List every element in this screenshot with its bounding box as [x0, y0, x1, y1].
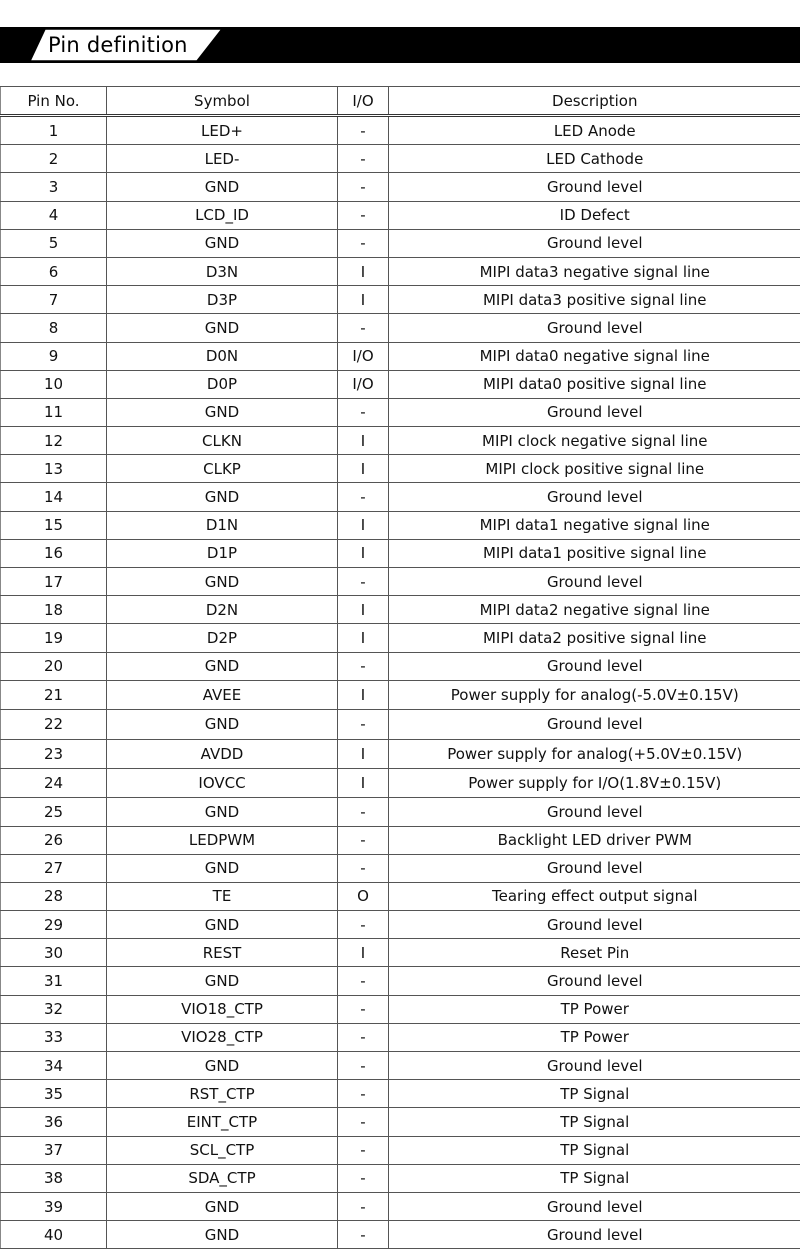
pin-number-cell: 15 [1, 511, 107, 539]
pin-number-cell: 18 [1, 596, 107, 624]
io-cell: I [338, 596, 389, 624]
table-row [1, 826, 800, 854]
pin-definition-table [0, 86, 800, 1249]
io-cell: I/O [338, 342, 389, 370]
table-row [1, 455, 800, 483]
symbol-cell: D3N [107, 257, 338, 285]
pin-number-cell: 21 [1, 680, 107, 709]
description-cell: TP Signal [389, 1108, 800, 1136]
io-cell: - [338, 145, 389, 173]
pin-number-cell: 24 [1, 768, 107, 797]
io-cell: I [338, 768, 389, 797]
pin-number-cell: 4 [1, 201, 107, 229]
description-cell: Ground level [389, 710, 800, 739]
pin-number-cell: 8 [1, 314, 107, 342]
description-cell: Ground level [389, 652, 800, 680]
io-cell: I [338, 286, 389, 314]
symbol-cell: D1P [107, 539, 338, 567]
pin-number-cell: 13 [1, 455, 107, 483]
pin-number-cell: 37 [1, 1136, 107, 1164]
table-row [1, 768, 800, 797]
io-cell: - [338, 1023, 389, 1051]
symbol-cell: GND [107, 568, 338, 596]
pin-number-cell: 2 [1, 145, 107, 173]
table-row [1, 967, 800, 995]
description-cell: MIPI data2 positive signal line [389, 624, 800, 652]
symbol-cell: GND [107, 229, 338, 257]
table-row [1, 116, 800, 145]
io-cell: - [338, 483, 389, 511]
table-row [1, 1108, 800, 1136]
description-cell: Tearing effect output signal [389, 882, 800, 910]
table-row [1, 1080, 800, 1108]
table-row [1, 882, 800, 910]
pin-number-cell: 33 [1, 1023, 107, 1051]
io-cell: I [338, 455, 389, 483]
table-row [1, 145, 800, 173]
description-cell: TP Signal [389, 1136, 800, 1164]
io-cell: - [338, 911, 389, 939]
io-cell: - [338, 229, 389, 257]
section-title: Pin definition [48, 33, 188, 57]
io-cell: - [338, 826, 389, 854]
io-cell: O [338, 882, 389, 910]
symbol-cell: REST [107, 939, 338, 967]
pin-number-cell: 28 [1, 882, 107, 910]
table-row [1, 314, 800, 342]
table-row [1, 1023, 800, 1051]
description-cell: Ground level [389, 568, 800, 596]
io-cell: I [338, 939, 389, 967]
io-cell: - [338, 1052, 389, 1080]
pin-number-cell: 32 [1, 995, 107, 1023]
header-pin-no: Pin No. [1, 87, 107, 116]
io-cell: I [338, 257, 389, 285]
description-cell: MIPI data2 negative signal line [389, 596, 800, 624]
description-cell: Ground level [389, 967, 800, 995]
symbol-cell: GND [107, 798, 338, 826]
table-row [1, 798, 800, 826]
io-cell: - [338, 116, 389, 145]
description-cell: ID Defect [389, 201, 800, 229]
symbol-cell: GND [107, 314, 338, 342]
pin-number-cell: 36 [1, 1108, 107, 1136]
symbol-cell: GND [107, 911, 338, 939]
pin-number-cell: 7 [1, 286, 107, 314]
pin-number-cell: 40 [1, 1221, 107, 1249]
table-row [1, 286, 800, 314]
table-header-row [1, 87, 800, 116]
symbol-cell: GND [107, 967, 338, 995]
pin-number-cell: 20 [1, 652, 107, 680]
symbol-cell: CLKP [107, 455, 338, 483]
io-cell: - [338, 1108, 389, 1136]
description-cell: Ground level [389, 1052, 800, 1080]
pin-number-cell: 39 [1, 1192, 107, 1220]
symbol-cell: CLKN [107, 427, 338, 455]
table-row [1, 710, 800, 739]
symbol-cell: AVEE [107, 680, 338, 709]
pin-number-cell: 27 [1, 854, 107, 882]
pin-number-cell: 35 [1, 1080, 107, 1108]
header-io: I/O [338, 87, 389, 116]
pin-number-cell: 12 [1, 427, 107, 455]
description-cell: Ground level [389, 173, 800, 201]
io-cell: - [338, 314, 389, 342]
pin-number-cell: 34 [1, 1052, 107, 1080]
pin-number-cell: 5 [1, 229, 107, 257]
symbol-cell: D1N [107, 511, 338, 539]
description-cell: Ground level [389, 911, 800, 939]
table-row [1, 1164, 800, 1192]
io-cell: - [338, 967, 389, 995]
io-cell: - [338, 568, 389, 596]
table-row [1, 229, 800, 257]
description-cell: Power supply for analog(-5.0V±0.15V) [389, 680, 800, 709]
symbol-cell: GND [107, 173, 338, 201]
table-row [1, 854, 800, 882]
io-cell: - [338, 1080, 389, 1108]
symbol-cell: D0N [107, 342, 338, 370]
table-row [1, 342, 800, 370]
description-cell: Ground level [389, 398, 800, 426]
table-body [1, 116, 800, 1249]
table-row [1, 911, 800, 939]
table-row [1, 201, 800, 229]
table-row [1, 539, 800, 567]
description-cell: LED Anode [389, 116, 800, 145]
symbol-cell: D3P [107, 286, 338, 314]
description-cell: MIPI data3 negative signal line [389, 257, 800, 285]
symbol-cell: LEDPWM [107, 826, 338, 854]
io-cell: - [338, 854, 389, 882]
description-cell: MIPI clock positive signal line [389, 455, 800, 483]
symbol-cell: EINT_CTP [107, 1108, 338, 1136]
table-row [1, 1052, 800, 1080]
pin-number-cell: 30 [1, 939, 107, 967]
header-description: Description [389, 87, 800, 116]
symbol-cell: LED- [107, 145, 338, 173]
header-symbol: Symbol [107, 87, 338, 116]
description-cell: Backlight LED driver PWM [389, 826, 800, 854]
table-row [1, 995, 800, 1023]
io-cell: - [338, 995, 389, 1023]
io-cell: - [338, 652, 389, 680]
symbol-cell: GND [107, 483, 338, 511]
io-cell: I [338, 511, 389, 539]
description-cell: Ground level [389, 1221, 800, 1249]
description-cell: TP Power [389, 1023, 800, 1051]
pin-number-cell: 17 [1, 568, 107, 596]
symbol-cell: D2N [107, 596, 338, 624]
symbol-cell: TE [107, 882, 338, 910]
symbol-cell: VIO28_CTP [107, 1023, 338, 1051]
pin-number-cell: 10 [1, 370, 107, 398]
description-cell: MIPI data1 negative signal line [389, 511, 800, 539]
symbol-cell: VIO18_CTP [107, 995, 338, 1023]
pin-number-cell: 16 [1, 539, 107, 567]
description-cell: TP Signal [389, 1080, 800, 1108]
io-cell: - [338, 1136, 389, 1164]
io-cell: I [338, 427, 389, 455]
io-cell: I [338, 539, 389, 567]
io-cell: - [338, 798, 389, 826]
pin-number-cell: 38 [1, 1164, 107, 1192]
io-cell: - [338, 1192, 389, 1220]
table-row [1, 1221, 800, 1249]
io-cell: - [338, 1221, 389, 1249]
symbol-cell: SCL_CTP [107, 1136, 338, 1164]
description-cell: Power supply for analog(+5.0V±0.15V) [389, 739, 800, 768]
description-cell: Reset Pin [389, 939, 800, 967]
pin-number-cell: 11 [1, 398, 107, 426]
table-row [1, 739, 800, 768]
pin-number-cell: 22 [1, 710, 107, 739]
symbol-cell: D2P [107, 624, 338, 652]
description-cell: Ground level [389, 1192, 800, 1220]
io-cell: - [338, 201, 389, 229]
table-row [1, 173, 800, 201]
description-cell: LED Cathode [389, 145, 800, 173]
pin-number-cell: 14 [1, 483, 107, 511]
symbol-cell: GND [107, 1221, 338, 1249]
table-row [1, 398, 800, 426]
table-row [1, 680, 800, 709]
symbol-cell: SDA_CTP [107, 1164, 338, 1192]
pin-number-cell: 6 [1, 257, 107, 285]
io-cell: I/O [338, 370, 389, 398]
description-cell: MIPI data1 positive signal line [389, 539, 800, 567]
io-cell: I [338, 624, 389, 652]
table-row [1, 596, 800, 624]
table-row [1, 511, 800, 539]
symbol-cell: D0P [107, 370, 338, 398]
io-cell: - [338, 1164, 389, 1192]
pin-number-cell: 1 [1, 116, 107, 145]
table-row [1, 939, 800, 967]
description-cell: MIPI data3 positive signal line [389, 286, 800, 314]
io-cell: - [338, 398, 389, 426]
table-row [1, 370, 800, 398]
description-cell: MIPI clock negative signal line [389, 427, 800, 455]
pin-number-cell: 19 [1, 624, 107, 652]
symbol-cell: GND [107, 398, 338, 426]
description-cell: Ground level [389, 314, 800, 342]
symbol-cell: LED+ [107, 116, 338, 145]
symbol-cell: RST_CTP [107, 1080, 338, 1108]
pin-number-cell: 25 [1, 798, 107, 826]
table-row [1, 257, 800, 285]
description-cell: Ground level [389, 483, 800, 511]
symbol-cell: GND [107, 1052, 338, 1080]
symbol-cell: IOVCC [107, 768, 338, 797]
table-row [1, 568, 800, 596]
io-cell: I [338, 739, 389, 768]
pin-number-cell: 31 [1, 967, 107, 995]
table-row [1, 652, 800, 680]
description-cell: MIPI data0 positive signal line [389, 370, 800, 398]
symbol-cell: GND [107, 652, 338, 680]
io-cell: - [338, 173, 389, 201]
symbol-cell: AVDD [107, 739, 338, 768]
description-cell: Ground level [389, 798, 800, 826]
symbol-cell: GND [107, 710, 338, 739]
io-cell: - [338, 710, 389, 739]
symbol-cell: LCD_ID [107, 201, 338, 229]
pin-number-cell: 26 [1, 826, 107, 854]
table-row [1, 1136, 800, 1164]
pin-number-cell: 3 [1, 173, 107, 201]
table-row [1, 624, 800, 652]
description-cell: Ground level [389, 854, 800, 882]
pin-number-cell: 9 [1, 342, 107, 370]
description-cell: TP Signal [389, 1164, 800, 1192]
description-cell: TP Power [389, 995, 800, 1023]
symbol-cell: GND [107, 854, 338, 882]
description-cell: Ground level [389, 229, 800, 257]
symbol-cell: GND [107, 1192, 338, 1220]
table-row [1, 1192, 800, 1220]
table-row [1, 427, 800, 455]
io-cell: I [338, 680, 389, 709]
table-row [1, 483, 800, 511]
description-cell: Power supply for I/O(1.8V±0.15V) [389, 768, 800, 797]
pin-number-cell: 23 [1, 739, 107, 768]
pin-number-cell: 29 [1, 911, 107, 939]
description-cell: MIPI data0 negative signal line [389, 342, 800, 370]
